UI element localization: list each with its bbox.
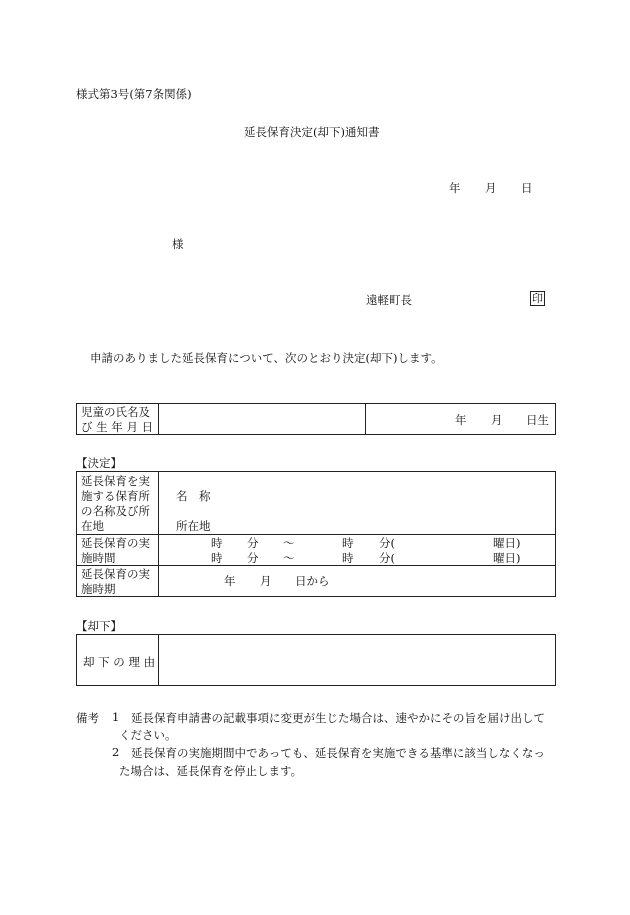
date-day: 日 (521, 181, 533, 195)
note-number: 2 (112, 745, 120, 759)
weekday: 曜日) (493, 536, 521, 550)
facility-address-label: 所在地 (176, 519, 211, 533)
date-month: 月 (485, 181, 497, 195)
period-label-line: 施時期 (81, 582, 116, 596)
period-month: 月 (260, 574, 272, 588)
note-text: 延長保育申請書の記載事項に変更が生じた場合は、速やかにその旨を届け出して (131, 711, 545, 725)
child-label-line1: 児童の氏名及 (81, 405, 150, 419)
addressee-suffix: 様 (172, 237, 184, 251)
decision-table (76, 471, 556, 597)
date-year: 年 (449, 181, 461, 195)
decision-section-title: 【決定】 (76, 456, 122, 470)
note-text: 延長保育の実施期間中であっても、延長保育を実施できる基準に該当しなくなっ (131, 746, 545, 760)
tilde: 〜 (283, 551, 295, 565)
hours-value-cell (159, 535, 556, 566)
rejection-label-cell (77, 635, 159, 686)
child-label-line2: び 生 年 月 日 (81, 420, 154, 434)
child-table (76, 403, 556, 435)
facility-label-line: 施する保育所 (81, 489, 150, 503)
facility-label-line: 延長保育を実 (81, 474, 150, 488)
minute: 分 (247, 551, 259, 565)
hour2: 時 (342, 551, 354, 565)
notes-heading: 備考 (76, 711, 99, 725)
seal-mark: 印 (532, 292, 543, 305)
child-label-cell (77, 404, 159, 435)
facility-label-line: 在地 (81, 519, 104, 533)
hours-label-line: 延長保育の実 (81, 536, 150, 550)
issuer: 遠軽町長 (366, 293, 412, 307)
birth-month: 月 (491, 413, 503, 427)
facility-name-label: 名 称 (176, 489, 211, 503)
birth-year: 年 (455, 413, 467, 427)
rejection-section-title: 【却下】 (76, 619, 122, 633)
hours-label-line: 施時間 (81, 551, 116, 565)
hours-label-cell (77, 535, 159, 566)
tilde: 〜 (283, 536, 295, 550)
document-title: 延長保育決定(却下)通知書 (244, 125, 380, 139)
note-text: た場合は、延長保育を停止します。 (119, 764, 303, 778)
period-year: 年 (224, 574, 236, 588)
period-label-line: 延長保育の実 (81, 567, 150, 581)
weekday: 曜日) (493, 551, 521, 565)
note-number: 1 (112, 710, 120, 724)
minute: 分 (247, 536, 259, 550)
child-name-cell (159, 404, 366, 435)
hour: 時 (211, 536, 223, 550)
form-number: 様式第3号(第7条関係) (76, 87, 192, 101)
rejection-reason-cell (159, 635, 556, 686)
period-from: 日から (295, 574, 330, 588)
rejection-reason-label: 却 下 の 理 由 (83, 655, 156, 669)
period-value-cell (159, 566, 556, 597)
facility-label-cell (77, 472, 159, 535)
intro-text: 申請のありました延長保育について、次のとおり決定(却下)します。 (90, 351, 443, 365)
minute2: 分( (379, 536, 395, 550)
facility-label-line: の名称及び所 (81, 504, 150, 518)
minute2: 分( (379, 551, 395, 565)
rejection-table (76, 634, 556, 686)
child-birth-cell (366, 404, 556, 435)
note-text: ください。 (119, 728, 177, 742)
facility-value-cell (159, 472, 556, 535)
birth-day: 日生 (526, 413, 549, 427)
hour: 時 (211, 551, 223, 565)
period-label-cell (77, 566, 159, 597)
hour2: 時 (342, 536, 354, 550)
